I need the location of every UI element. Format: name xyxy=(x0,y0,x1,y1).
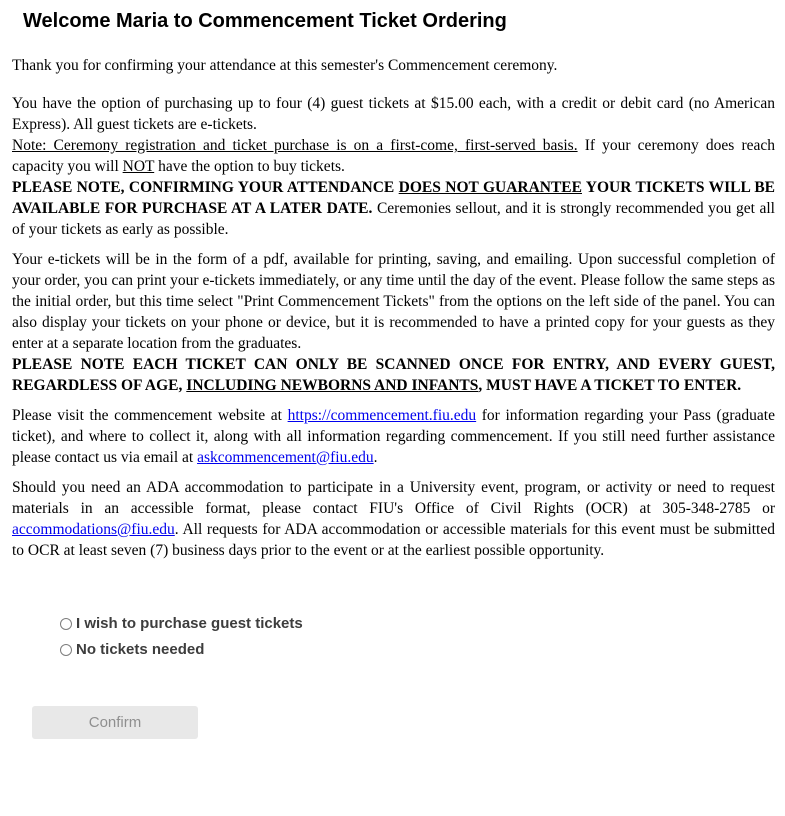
text-segment: Ceremonies sellout, and it is strongly recommended you get all of your tickets as early as possible. xyxy=(12,200,775,238)
no-tickets-needed-radio[interactable] xyxy=(60,644,72,656)
purchase-guest-tickets-radio-label: I wish to purchase guest tickets xyxy=(76,615,303,632)
text-segment: DOES NOT GUARANTEE xyxy=(398,179,582,196)
paragraph xyxy=(12,405,775,468)
paragraph xyxy=(12,249,775,396)
text-segment: YOUR TICKETS WILL BE AVAILABLE FOR PURCHASE AT A LATER DATE. xyxy=(12,179,775,217)
text-segment: have the option to buy tickets. xyxy=(154,158,345,175)
text-segment: PLEASE NOTE, CONFIRMING YOUR ATTENDANCE xyxy=(12,179,399,196)
text-segment: You have the option of purchasing up to four (4) guest tickets at $15.00 each, with a credit or debit card (no American Express). All guest tickets are e-tickets. xyxy=(12,95,775,133)
text-segment: . All requests for ADA accommodation or accessible materials for this event must be submitted to OCR at least seven (7) business days prior to the event or at the earliest possible opportunity. xyxy=(12,521,775,559)
text-segment: Should you need an ADA accommodation to participate in a University event, program, or activity or need to request materials in an accessible format, please contact FIU's Office of Civil Rights (OCR) at 305-348-2785 or xyxy=(12,479,775,517)
text-segment: Note: Ceremony registration and ticket purchase is on a first-come, first-served basis. xyxy=(12,137,578,154)
text-segment: , MUST HAVE A TICKET TO ENTER. xyxy=(478,377,742,394)
purchase-guest-tickets-radio-row[interactable] xyxy=(60,613,785,634)
no-tickets-needed-radio-label: No tickets needed xyxy=(76,641,205,658)
text-segment: Thank you for confirming your attendance at this semester's Commencement ceremony. xyxy=(12,57,558,74)
ask-commencement-email-link[interactable]: askcommencement@fiu.edu xyxy=(197,449,374,466)
body-text xyxy=(12,55,775,561)
commencement-website-link[interactable]: https://commencement.fiu.edu xyxy=(287,407,477,424)
text-segment: for information regarding your Pass (graduate ticket), and where to collect it, along with all information regarding commencement. If you still need further assistance please contact us via email at xyxy=(12,407,775,466)
text-segment: Your e-tickets will be in the form of a pdf, available for printing, saving, and emailing. Upon successful completion of your order, you can print your e-tickets immediately, or any time until the day of the event. Please follow the same steps as the initial order, but this time select "Print Commencement Tickets" from the options on the left side of the panel. You can also display your tickets on your phone or device, but it is recommended to have a printed copy for your guests as they enter at a separate location from the graduates. xyxy=(12,251,775,352)
purchase-guest-tickets-radio[interactable] xyxy=(60,618,72,630)
ticket-choice-radio-group xyxy=(60,613,785,660)
paragraph xyxy=(12,93,775,240)
text-segment: . xyxy=(373,449,378,466)
commencement-ticket-ordering-page xyxy=(0,9,785,739)
text-segment: INCLUDING NEWBORNS AND INFANTS xyxy=(186,377,479,394)
paragraph xyxy=(12,477,775,561)
text-segment: If your ceremony does reach capacity you will xyxy=(12,137,775,175)
page-title: Welcome Maria to Commencement Ticket Ordering xyxy=(23,10,507,32)
accommodations-email-link[interactable]: accommodations@fiu.edu xyxy=(12,521,175,538)
text-segment: PLEASE NOTE EACH TICKET CAN ONLY BE SCANNED ONCE FOR ENTRY, AND EVERY GUEST, REGARDLESS OF AGE, xyxy=(12,356,775,394)
paragraph xyxy=(12,55,775,76)
confirm-button[interactable]: Confirm xyxy=(32,706,198,739)
text-segment: NOT xyxy=(122,158,155,175)
no-tickets-needed-radio-row[interactable] xyxy=(60,639,785,660)
text-segment: Please visit the commencement website at xyxy=(12,407,288,424)
